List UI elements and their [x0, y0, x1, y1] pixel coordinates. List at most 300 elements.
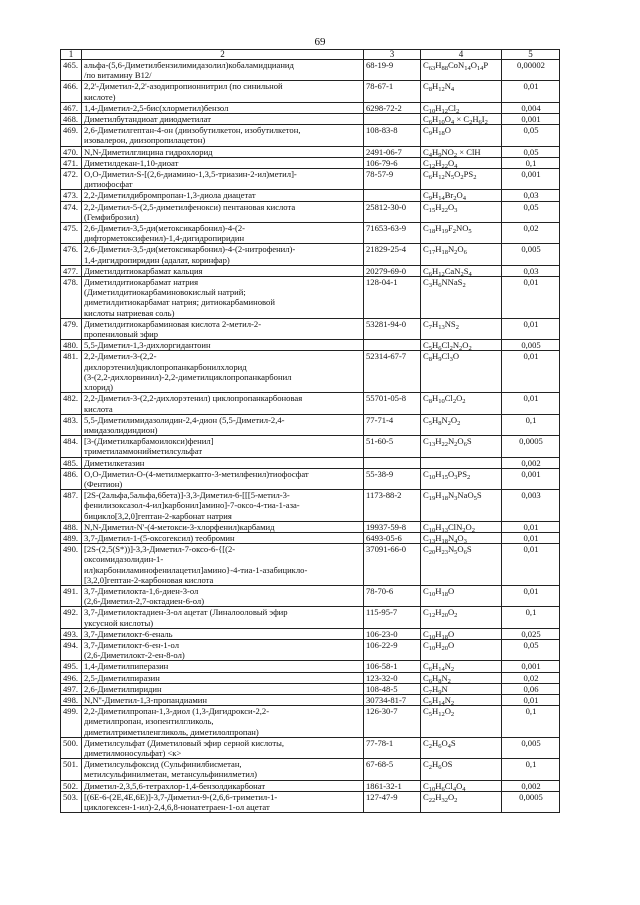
substance-name-line: ил)карбониламинофенилацетил]амино}-4-тиа-1-азабицикло-	[84, 564, 308, 575]
substance-name-line: 2,2-Диметил-5-(2,5-диметилфенокси) пентановая кислота	[84, 201, 296, 212]
chemical-formula: $C_7H_9N$	[421, 683, 502, 694]
substance-name-line: 2,5-Диметилпиразин	[84, 672, 160, 683]
substance-name-line: 2,6-Диметил-3,5-ди(метоксикарбонил)-4-(2-	[84, 223, 246, 234]
substance-name	[82, 190, 364, 201]
substance-name-line: [2S-(2альфа,5альфа,6бета)]-3,3-Диметил-6-[[[5-метил-3-	[84, 490, 290, 501]
cas-number: 128-04-1	[364, 277, 421, 319]
limit-value: 0,01	[502, 81, 560, 102]
chemical-formula: $C_5H_{12}O_2$	[421, 706, 502, 738]
substance-name-line: Диметилдекан-1,10-диоат	[84, 157, 179, 168]
limit-value: 0,005	[502, 244, 560, 265]
row-number: 479.	[61, 318, 82, 339]
cas-number: 52314-67-7	[364, 351, 421, 393]
limit-value: 0,05	[502, 201, 560, 222]
substance-name-line: альфа-(5,6-Диметилбензилимидазолил)кобаламидцианид	[84, 60, 294, 70]
substance-name-line: O,O-Диметил-O-(4-метилмеркапто-3-метилфенил)тиофосфат	[84, 468, 309, 479]
chemical-formula: $C_9H_{18}O$	[421, 125, 502, 146]
chemical-formula: $C_8H_{10}Cl_2O_2$	[421, 393, 502, 414]
substances-table	[60, 49, 560, 813]
substance-name	[82, 277, 364, 319]
table-row	[61, 277, 560, 319]
limit-value: 0,02	[502, 223, 560, 244]
limit-value: 0,00002	[502, 60, 560, 81]
table-row	[61, 318, 560, 339]
chemical-formula: $C_8H_9Cl_3O$	[421, 351, 502, 393]
table-row	[61, 780, 560, 791]
row-number: 485.	[61, 457, 82, 468]
substance-name-line: 2,2'-Диметил-2,2'-азодипропионнитрил (по синильной	[84, 81, 283, 92]
substance-name	[82, 114, 364, 125]
substance-name	[82, 60, 364, 81]
table-row	[61, 414, 560, 435]
substance-name-line: Диметил-2,3,5,6-тетрахлор-1,4-бензолдикарбонат	[84, 780, 266, 791]
row-number: 484.	[61, 436, 82, 457]
limit-value: 0,002	[502, 780, 560, 791]
cas-number: 20279-69-0	[364, 265, 421, 276]
substance-name-line: оксоимидазолидин-1-	[84, 554, 164, 565]
cas-number: 106-22-9	[364, 639, 421, 660]
table-row	[61, 521, 560, 532]
substance-name-line: 3,7-Диметилокт-6-еналь	[84, 628, 173, 639]
substance-name	[82, 737, 364, 758]
substance-name	[82, 102, 364, 113]
header-col-1: 1	[61, 50, 82, 60]
substance-name	[82, 694, 364, 705]
limit-value: 0,05	[502, 639, 560, 660]
substance-name-line: (3-(2,2-дихлорвинил)-2,2-диметилциклопропанкарбонил	[84, 371, 292, 382]
substance-name	[82, 639, 364, 660]
cas-number: 1861-32-1	[364, 780, 421, 791]
substance-name-line: 2,2-Диметилдибромпропан-1,3-диола диацетат	[84, 190, 256, 201]
substance-name	[82, 780, 364, 791]
chemical-formula: $C_5H_6Cl_2N_2O_2$	[421, 340, 502, 351]
table-row	[61, 436, 560, 457]
substance-name-line: 1,4-Диметилпиперазин	[84, 661, 169, 672]
row-number: 468.	[61, 114, 82, 125]
table-row	[61, 265, 560, 276]
substance-name	[82, 81, 364, 102]
row-number: 497.	[61, 683, 82, 694]
substance-name-line: кислота	[84, 403, 113, 414]
chemical-formula: $C_5H_{14}N_2$	[421, 694, 502, 705]
table-row	[61, 544, 560, 586]
table-row	[61, 60, 560, 81]
cas-number	[364, 114, 421, 125]
cas-number: 67-68-5	[364, 759, 421, 780]
substance-name	[82, 468, 364, 489]
cas-number: 78-57-9	[364, 169, 421, 190]
substance-name-line: 2,6-Диметилгептан-4-он (диизобутилкетон, изобутилкетон,	[84, 125, 301, 136]
chemical-formula: $C_{10}H_{13}ClN_2O_2$	[421, 521, 502, 532]
substance-name-line: [2S-(2,5(S*))]-3,3-Диметил-7-оксо-6-{[(2-	[84, 544, 236, 555]
row-number: 500.	[61, 737, 82, 758]
substance-name	[82, 544, 364, 586]
table-row	[61, 639, 560, 660]
header-col-5: 5	[502, 50, 560, 60]
row-number: 471.	[61, 157, 82, 168]
substance-name-line: диметилпропан, изопентилгликоль,	[84, 716, 214, 727]
table-row	[61, 244, 560, 265]
cas-number: 30734-81-7	[364, 694, 421, 705]
substance-name	[82, 628, 364, 639]
substance-name-line: 2,2-Диметилпропан-1,3-диол (1,3-Дигидрокси-2,2-	[84, 706, 270, 717]
substance-name	[82, 351, 364, 393]
row-number: 493.	[61, 628, 82, 639]
row-number: 474.	[61, 201, 82, 222]
substance-name-line: Диметилсульфат (Диметиловый эфир серной кислоты,	[84, 737, 285, 748]
substance-name	[82, 490, 364, 522]
substance-name-line: бицикло[3,2,0]гептан-2-карбонат натрия	[84, 510, 232, 521]
substance-name-line: дифторметоксифенил)-1,4-дигидропиридин	[84, 233, 245, 244]
substance-name	[82, 683, 364, 694]
table-row	[61, 157, 560, 168]
substance-name	[82, 157, 364, 168]
substance-name-line: 2,2-Диметил-3-(2,2-дихлорэтенил) циклопропанкарбоновая	[84, 393, 303, 404]
limit-value: 0,01	[502, 521, 560, 532]
chemical-formula: $C_{20}H_{23}N_5O_6S$	[421, 544, 502, 586]
limit-value: 0,03	[502, 265, 560, 276]
chemical-formula: $C_6H_{12}N_5O_2PS_2$	[421, 169, 502, 190]
cas-number: 123-32-0	[364, 672, 421, 683]
limit-value: 0,0005	[502, 791, 560, 812]
table-row	[61, 393, 560, 414]
substance-name-line: Диметилдитиокарбамат кальция	[84, 265, 203, 276]
table-row	[61, 672, 560, 683]
row-number: 480.	[61, 340, 82, 351]
cas-number: 71653-63-9	[364, 223, 421, 244]
limit-value: 0,02	[502, 672, 560, 683]
table-row	[61, 490, 560, 522]
substance-name-line: кислоте)	[84, 91, 116, 102]
limit-value: 0,001	[502, 661, 560, 672]
row-number: 465.	[61, 60, 82, 81]
substance-name-line: хлорид)	[84, 382, 114, 393]
table-row	[61, 607, 560, 628]
limit-value: 0,002	[502, 457, 560, 468]
table-row	[61, 201, 560, 222]
table-row	[61, 791, 560, 812]
substance-name-line: 3,7-Диметилокта-1,6-диен-3-ол	[84, 585, 199, 596]
limit-value: 0,01	[502, 351, 560, 393]
limit-value: 0,01	[502, 544, 560, 586]
chemical-formula: $C_8H_{12}N_4$	[421, 81, 502, 102]
table-row	[61, 340, 560, 351]
substance-name-line: 2,2-Диметил-3-(2,2-	[84, 351, 157, 362]
row-number: 488.	[61, 521, 82, 532]
substance-name-line: 3,7-Диметилокт-6-ен-1-ол	[84, 639, 180, 650]
row-number: 491.	[61, 585, 82, 606]
chemical-formula: $C_{10}H_{20}O$	[421, 639, 502, 660]
limit-value: 0,01	[502, 277, 560, 319]
table-row	[61, 759, 560, 780]
substance-name-line: N,N-Диметил-N'-(4-метокси-3-хлорфенил)карбамид	[84, 521, 275, 532]
limit-value: 0,1	[502, 706, 560, 738]
chemical-formula: $C_{10}H_{15}O_3PS_2$	[421, 468, 502, 489]
substance-name-line: N,N''-Диметил-1,3-пропандиамин	[84, 694, 207, 705]
table-row	[61, 628, 560, 639]
substance-name	[82, 340, 364, 351]
row-number: 483.	[61, 414, 82, 435]
row-number: 492.	[61, 607, 82, 628]
chemical-formula: $C_6H_{12}CaN_2S_4$	[421, 265, 502, 276]
cas-number: 19937-59-8	[364, 521, 421, 532]
substance-name-line: 2,6-Диметил-3,5-ди(метоксикарбонил)-4-(2-нитрофенил)-	[84, 244, 296, 255]
cas-number: 77-78-1	[364, 737, 421, 758]
cas-number: 108-48-5	[364, 683, 421, 694]
cas-number: 55-38-9	[364, 468, 421, 489]
substance-name-line: O,O-Диметил-S-[(2,6-диамино-1,3,5-триазин-2-ил)метил]-	[84, 169, 297, 180]
row-number: 489.	[61, 532, 82, 543]
limit-value: 0,01	[502, 585, 560, 606]
chemical-formula: $C_{17}H_{18}N_2O_6$	[421, 244, 502, 265]
row-number: 502.	[61, 780, 82, 791]
cas-number: 115-95-7	[364, 607, 421, 628]
substance-name-line: [3,2,0]гептан-2-карбоновая кислота	[84, 574, 214, 585]
substance-name-line: имидазолидиндион)	[84, 424, 158, 435]
limit-value: 0,01	[502, 318, 560, 339]
cas-number: 2491-06-7	[364, 146, 421, 157]
table-row	[61, 223, 560, 244]
table-row	[61, 468, 560, 489]
cas-number: 68-19-9	[364, 60, 421, 81]
row-number: 472.	[61, 169, 82, 190]
row-number: 481.	[61, 351, 82, 393]
chemical-formula: $C_{12}H_{22}O_4$	[421, 157, 502, 168]
cas-number: 106-79-6	[364, 157, 421, 168]
row-number: 494.	[61, 639, 82, 660]
table-row	[61, 737, 560, 758]
cas-number: 106-23-0	[364, 628, 421, 639]
cas-number: 6493-05-6	[364, 532, 421, 543]
row-number: 501.	[61, 759, 82, 780]
substance-name	[82, 318, 364, 339]
chemical-formula: $C_9H_{14}Br_2O_4$	[421, 190, 502, 201]
substance-name-line: кислоты натриевая соль)	[84, 307, 175, 318]
limit-value: 0,05	[502, 125, 560, 146]
substance-name-line: дихлорэтенил)циклопропанкарбонилхлорид	[84, 361, 247, 372]
row-number: 496.	[61, 672, 82, 683]
row-number: 503.	[61, 791, 82, 812]
row-number: 495.	[61, 661, 82, 672]
substance-name-line: уксусной кислоты)	[84, 617, 154, 628]
substance-name	[82, 532, 364, 543]
row-number: 477.	[61, 265, 82, 276]
header-col-2: 2	[82, 50, 364, 60]
table-row	[61, 146, 560, 157]
cas-number	[364, 190, 421, 201]
substance-name	[82, 521, 364, 532]
chemical-formula: $C_{10}H_{18}O$	[421, 628, 502, 639]
row-number: 482.	[61, 393, 82, 414]
table-row	[61, 585, 560, 606]
chemical-formula: $C_3H_6NNaS_2$	[421, 277, 502, 319]
substance-name	[82, 201, 364, 222]
chemical-formula: $C_{10}H_6Cl_4O_4$	[421, 780, 502, 791]
cas-number: 55701-05-8	[364, 393, 421, 414]
row-number: 478.	[61, 277, 82, 319]
page-number: 69	[314, 36, 326, 48]
substance-name	[82, 457, 364, 468]
header-col-4: 4	[421, 50, 502, 60]
chemical-formula: $C_{22}H_{32}O_2$	[421, 791, 502, 812]
row-number: 499.	[61, 706, 82, 738]
cas-number: 53281-94-0	[364, 318, 421, 339]
row-number: 469.	[61, 125, 82, 146]
cas-number: 126-30-7	[364, 706, 421, 738]
substance-name	[82, 223, 364, 244]
table-row	[61, 532, 560, 543]
cas-number: 1173-88-2	[364, 490, 421, 522]
cas-number: 77-71-4	[364, 414, 421, 435]
table-row	[61, 683, 560, 694]
table-row	[61, 351, 560, 393]
limit-value: 0,005	[502, 340, 560, 351]
chemical-formula: $C_{13}H_{22}N_2O_6S$	[421, 436, 502, 457]
limit-value: 0,001	[502, 114, 560, 125]
chemical-formula: $C_{18}H_{19}F_2NO_5$	[421, 223, 502, 244]
substance-name-line: [3-(Диметилкарбамоилокси)фенил]	[84, 436, 214, 447]
cas-number	[364, 340, 421, 351]
table-row	[61, 169, 560, 190]
cas-number: 37091-66-0	[364, 544, 421, 586]
chemical-formula: $C_6H_8N_2$	[421, 672, 502, 683]
substance-name-line: (Диметилдитиокарбаминовокислый натрий;	[84, 287, 246, 298]
chemical-formula: $C_4H_9NO_2$ × ClH	[421, 146, 502, 157]
limit-value: 0,003	[502, 490, 560, 522]
substance-name-line: 2,6-Диметилпиридин	[84, 683, 162, 694]
substance-name-line: (2,6-Диметил-2,7-октадиен-6-ол)	[84, 596, 205, 607]
cas-number: 51-60-5	[364, 436, 421, 457]
substance-name-line: 1,4-дигидропиридин (адалат, коринфар)	[84, 254, 230, 265]
substance-name-line: диметилмоносульфат) <к>	[84, 748, 182, 758]
chemical-formula: $C_{15}H_{22}O_3$	[421, 201, 502, 222]
chemical-formula: $C_2H_6OS$	[421, 759, 502, 780]
header-col-3: 3	[364, 50, 421, 60]
chemical-formula: $C_7H_{13}NS_2$	[421, 318, 502, 339]
substance-name	[82, 759, 364, 780]
substance-name-line: N,N-Диметилглицина гидрохлорид	[84, 146, 213, 157]
substance-name-line: метилсульфинилметан, метансульфинилметил)	[84, 769, 257, 780]
row-number: 486.	[61, 468, 82, 489]
chemical-formula: $C_{12}H_{20}O_2$	[421, 607, 502, 628]
cas-number: 127-47-9	[364, 791, 421, 812]
substance-name	[82, 672, 364, 683]
substance-name-line: триметиламмонийметилсульфат	[84, 446, 203, 457]
chemical-formula	[421, 457, 502, 468]
table-header-row	[61, 50, 560, 60]
limit-value: 0,1	[502, 414, 560, 435]
table-row	[61, 457, 560, 468]
table-row	[61, 81, 560, 102]
substance-name-line: циклогексен-1-ил)-2,4,6,8-нонатетраен-1-ол ацетат	[84, 802, 270, 813]
limit-value: 0,1	[502, 759, 560, 780]
cas-number: 21829-25-4	[364, 244, 421, 265]
substance-name	[82, 661, 364, 672]
row-number: 490.	[61, 544, 82, 586]
chemical-formula: $C_{13}H_{18}N_4O_3$	[421, 532, 502, 543]
substance-name-line: [(6E-6-(2E,4E,6E)]-3,7-Диметил-9-(2,6,6-триметил-1-	[84, 791, 278, 802]
substance-name-line: Диметилбутандиоат дииодметилат	[84, 114, 211, 125]
row-number: 466.	[61, 81, 82, 102]
substance-name-line: Диметилкетазин	[84, 457, 145, 468]
substance-name	[82, 414, 364, 435]
table-row	[61, 190, 560, 201]
limit-value: 0,01	[502, 694, 560, 705]
cas-number: 108-83-8	[364, 125, 421, 146]
row-number: 473.	[61, 190, 82, 201]
limit-value: 0,0005	[502, 436, 560, 457]
substance-name-line: 3,7-Диметилоктадиен-3-ол ацетат (Линалоoловый эфир	[84, 607, 288, 618]
substance-name	[82, 125, 364, 146]
substance-name-line: Диметилсульфоксид (Сульфинилбисметан,	[84, 759, 242, 770]
substance-name	[82, 265, 364, 276]
limit-value: 0,05	[502, 146, 560, 157]
row-number: 470.	[61, 146, 82, 157]
substance-name-line: диметилдитиокарбамат натрия; дитиокарбаминовой	[84, 297, 275, 308]
substance-name-line: 5,5-Диметил-1,3-дихлоргидантоин	[84, 340, 211, 351]
limit-value: 0,004	[502, 102, 560, 113]
substance-name-line: (Гемфиброзил)	[84, 211, 139, 222]
limit-value: 0,005	[502, 737, 560, 758]
chemical-formula: $C_6H_{10}O_4 \times C_2H_6I_2$	[421, 114, 502, 125]
limit-value: 0,001	[502, 169, 560, 190]
row-number: 467.	[61, 102, 82, 113]
chemical-formula: $C_{10}H_{12}Cl_2$	[421, 102, 502, 113]
cas-number: 106-58-1	[364, 661, 421, 672]
row-number: 476.	[61, 244, 82, 265]
substance-name	[82, 607, 364, 628]
substance-name	[82, 436, 364, 457]
limit-value: 0,01	[502, 532, 560, 543]
substance-name	[82, 169, 364, 190]
table-row	[61, 661, 560, 672]
substance-name-line: Диметилдитиокарбамат натрия	[84, 277, 199, 288]
table-body	[61, 60, 560, 813]
limit-value: 0,03	[502, 190, 560, 201]
cas-number: 25812-30-0	[364, 201, 421, 222]
limit-value: 0,001	[502, 468, 560, 489]
substance-name-line: 5,5-Диметилимидазолидин-2,4-дион (5,5-Диметил-2,4-	[84, 414, 285, 425]
table-row	[61, 102, 560, 113]
substance-name-line: (Фентион)	[84, 478, 123, 489]
substance-name	[82, 146, 364, 157]
substance-name-line: фенилизоксазол-4-ил]карбонил]амино]-7-оксо-4-тиа-1-аза-	[84, 500, 300, 511]
substance-name-line: Диметилдитиокарбаминовая кислота 2-метил-2-	[84, 318, 262, 329]
chemical-formula: $C_5H_8N_2O_2$	[421, 414, 502, 435]
limit-value: 0,025	[502, 628, 560, 639]
limit-value: 0,01	[502, 393, 560, 414]
table-row	[61, 125, 560, 146]
row-number: 487.	[61, 490, 82, 522]
limit-value: 0,06	[502, 683, 560, 694]
substance-name	[82, 585, 364, 606]
limit-value: 0,1	[502, 607, 560, 628]
substance-name-line: дитиофосфат	[84, 179, 133, 190]
substance-name	[82, 791, 364, 812]
substance-name	[82, 393, 364, 414]
substance-name-line: пропениловый эфир	[84, 329, 159, 340]
cas-number	[364, 457, 421, 468]
substance-name-line: 1,4-Диметил-2,5-бис(хлорметил)бензол	[84, 102, 229, 113]
substance-name	[82, 244, 364, 265]
chemical-formula: $C_{10}H_{18}O$	[421, 585, 502, 606]
row-number: 475.	[61, 223, 82, 244]
chemical-formula: $C_2H_6O_4S$	[421, 737, 502, 758]
limit-value: 0,1	[502, 157, 560, 168]
chemical-formula: $C_{63}H_{88}CoN_{14}O_{14}P$	[421, 60, 502, 81]
cas-number: 78-67-1	[364, 81, 421, 102]
substance-name-line: диметилтриметиленгликоль, диметилолпропан)	[84, 726, 259, 737]
